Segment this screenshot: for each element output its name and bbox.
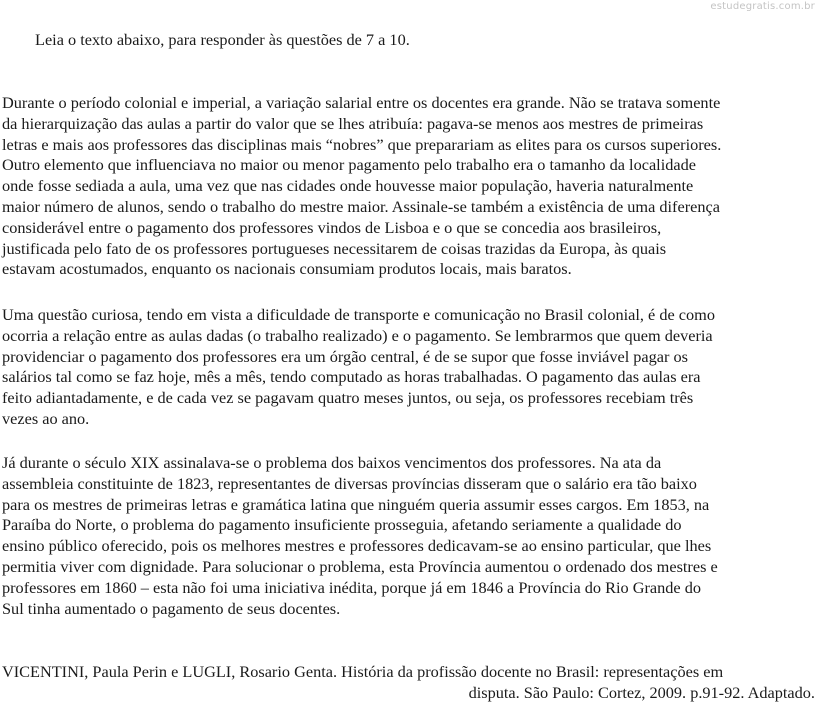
text-line: Outro elemento que influenciava no maior ou menor pagamento pelo trabalho era o tamanho da localidade bbox=[2, 155, 696, 175]
paragraph-1 bbox=[2, 93, 817, 280]
bibliographic-reference bbox=[2, 662, 815, 704]
text-line: vezes ao ano. bbox=[2, 408, 90, 428]
text-line: feito adiantadamente, e de cada vez se pagavam quatro meses juntos, ou seja, os professores recebiam três bbox=[2, 388, 694, 408]
text-line: ensino público oferecido, pois os melhores mestres e professores dedicavam-se ao ensino particular, que lhes bbox=[2, 536, 712, 556]
text-line: considerável entre o pagamento dos professores vindos de Lisboa e o que se concedia aos brasileiros, bbox=[2, 217, 662, 237]
text-line: onde fosse sediada a aula, uma vez que nas cidades onde houvesse maior população, haveria naturalmente bbox=[2, 176, 694, 196]
text-line: providenciar o pagamento dos professores era um órgão central, é de se supor que fosse inviável pagar os bbox=[2, 346, 688, 366]
paragraph-2 bbox=[2, 305, 817, 430]
text-line: maior número de alunos, sendo o trabalho do mestre maior. Assinale-se também a existência de uma diferença bbox=[2, 196, 720, 216]
text-line: Sul tinha aumentado o pagamento de seus docentes. bbox=[2, 598, 341, 618]
text-line: estavam acostumados, enquanto os nacionais consumiam produtos locais, mais baratos. bbox=[2, 259, 572, 279]
reference-line-2: disputa. São Paulo: Cortez, 2009. p.91-92. Adaptado. bbox=[468, 682, 815, 702]
text-line: Paraíba do Norte, o problema do pagamento insuficiente prosseguia, afetando seriamente a qualidade do bbox=[2, 515, 682, 535]
text-line: assembleia constituinte de 1823, representantes de diversas províncias disseram que o salário era tão baixo bbox=[2, 473, 697, 493]
watermark: estudegratis.com.br bbox=[710, 1, 815, 12]
text-line: Uma questão curiosa, tendo em vista a dificuldade de transporte e comunicação no Brasil colonial, é de como bbox=[2, 305, 715, 324]
text-line: justificada pelo fato de os professores portugueses necessitarem de coisas trazidas da Europa, às quais bbox=[2, 238, 667, 258]
text-line: ocorria a relação entre as aulas dadas (o trabalho realizado) e o pagamento. Se lembrarmos que quem deveria bbox=[2, 325, 713, 345]
text-line: Já durante o século XIX assinalava-se o problema dos baixos vencimentos dos professores. Na ata da bbox=[2, 453, 662, 472]
reference-line-1: VICENTINI, Paula Perin e LUGLI, Rosario Genta. História da profissão docente no Brasil: representações em bbox=[2, 662, 724, 681]
text-line: professores em 1860 – esta não foi uma iniciativa inédita, porque já em 1846 a Província do Rio Grande do bbox=[2, 577, 702, 597]
intro-instruction: Leia o texto abaixo, para responder às questões de 7 a 10. bbox=[35, 30, 410, 49]
text-line: salários tal como se faz hoje, mês a mês, tendo computado as horas trabalhadas. O pagamento das aulas era bbox=[2, 367, 701, 387]
text-line: da hierarquização das aulas a partir do valor que se lhes atribuía: pagava-se menos aos mestres de primeiras bbox=[2, 113, 704, 133]
text-line: letras e mais aos professores das disciplinas mais “nobres” que preparariam as elites para os cursos superiores. bbox=[2, 134, 722, 154]
text-line: Durante o período colonial e imperial, a variação salarial entre os docentes era grande. Não se tratava somente bbox=[2, 93, 721, 112]
text-line: para os mestres de primeiras letras e gramática latina que ninguém queria assumir esses cargos. Em 1853, na bbox=[2, 494, 710, 514]
paragraph-3 bbox=[2, 453, 817, 619]
text-line: permitia viver com dignidade. Para solucionar o problema, esta Província aumentou o ordenado dos mestres e bbox=[2, 556, 718, 576]
